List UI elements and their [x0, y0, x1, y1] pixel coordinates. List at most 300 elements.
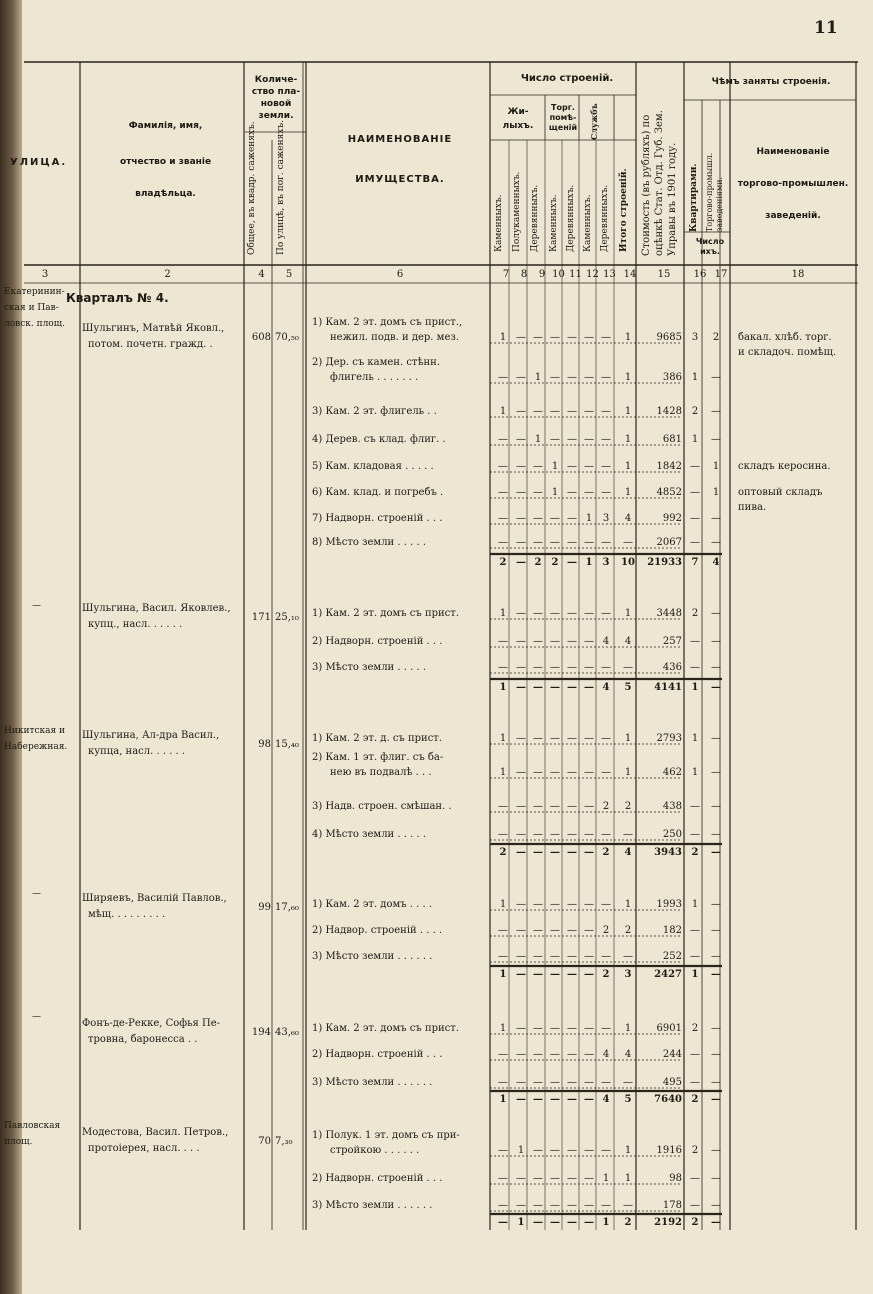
cell-c16: — — [690, 636, 700, 647]
cell-c9: — — [533, 1049, 543, 1060]
property-item: 3) Мѣсто земли . . . . . . — [312, 951, 433, 962]
cell-c11: — — [567, 969, 577, 980]
cell-c9: — — [533, 513, 543, 524]
cell-c14: 1 — [624, 406, 632, 417]
cell-c9: — — [533, 847, 543, 858]
cell-c8: — — [516, 461, 526, 472]
owner-title: купца, насл. . . . . . — [88, 746, 186, 757]
cell-c10: — — [550, 951, 560, 962]
cell-c12: — — [584, 682, 594, 693]
cell-c7: — — [498, 1217, 508, 1228]
colnum-3: 3 — [41, 269, 49, 280]
cell-c8: — — [516, 899, 526, 910]
cell-c7: 1 — [499, 1094, 507, 1105]
property-item: 1) Кам. 2 эт. д. съ прист. — [312, 733, 443, 744]
cell-c8: — — [516, 487, 526, 498]
value-l3: Управы въ 1901 году. — [667, 142, 678, 256]
cell-c9: — — [533, 332, 543, 343]
cell-c11: — — [567, 1049, 577, 1060]
cell-c13: — — [601, 434, 611, 445]
cell-c10: — — [550, 899, 560, 910]
cell-c8: — — [516, 662, 526, 673]
cell-c13: 3 — [602, 513, 610, 524]
cell-c7: 2 — [499, 557, 507, 568]
cell-c13: — — [601, 733, 611, 744]
cell-c16: — — [690, 801, 700, 812]
cell-c13: 4 — [602, 682, 610, 693]
cell-c10: — — [550, 969, 560, 980]
cell-c9: — — [533, 767, 543, 778]
cell-c11: — — [567, 767, 577, 778]
cell-c10: 1 — [551, 461, 559, 472]
header-occupied: Чѣмъ заняты строенія. — [711, 77, 831, 87]
cell-c17: — — [711, 951, 721, 962]
cell-c10: 2 — [551, 557, 559, 568]
owner-frontage: 17,₆₀ — [275, 902, 299, 913]
owner-street: — — [32, 1012, 41, 1022]
cell-c16: — — [690, 1049, 700, 1060]
cell-c14: — — [623, 537, 633, 548]
cell-c17: — — [711, 1145, 721, 1156]
header-land-2: ство пла- — [251, 87, 301, 97]
cell-value: 2427 — [654, 969, 682, 980]
cell-c13: — — [601, 899, 611, 910]
cell-value: 182 — [662, 925, 682, 936]
cell-c17: — — [711, 899, 721, 910]
cell-c12: — — [584, 767, 594, 778]
cell-c8: — — [516, 557, 526, 568]
cell-c11: — — [567, 733, 577, 744]
colnum-5: 5 — [285, 269, 293, 280]
cell-c17: — — [711, 1049, 721, 1060]
cell-c8: — — [516, 608, 526, 619]
cell-c14: 1 — [624, 372, 632, 383]
cell-c11: — — [567, 557, 577, 568]
header-trade-1: Торг. — [551, 103, 575, 112]
header-count-1: Число — [695, 237, 725, 246]
cell-c8: — — [516, 1023, 526, 1034]
cell-c12: — — [584, 332, 594, 343]
cell-c14: — — [623, 829, 633, 840]
cell-c7: — — [498, 513, 508, 524]
cell-c12: — — [584, 406, 594, 417]
cell-c13: 1 — [602, 1217, 610, 1228]
cell-c12: — — [584, 608, 594, 619]
cell-c8: 1 — [517, 1217, 525, 1228]
cell-c13: — — [601, 767, 611, 778]
cell-c11: — — [567, 951, 577, 962]
cell-c16: 2 — [691, 1217, 699, 1228]
cell-c11: — — [567, 332, 577, 343]
cell-c7: — — [498, 636, 508, 647]
header-street: УЛИЦА. — [10, 157, 68, 168]
cell-value: 462 — [662, 767, 682, 778]
cell-c13: — — [601, 461, 611, 472]
cell-c16: 3 — [691, 332, 699, 343]
cell-c14: 4 — [624, 636, 632, 647]
cell-c13: 3 — [602, 557, 610, 568]
cell-c8: — — [516, 801, 526, 812]
cell-c12: — — [584, 1077, 594, 1088]
cell-c12: — — [584, 1049, 594, 1060]
header-estab-3: заведеній. — [765, 211, 821, 221]
property-item: 3) Надв. строен. смѣшан. . — [312, 801, 452, 812]
header-property-1: НАИМЕНОВАНІЕ — [347, 134, 453, 145]
cell-c7: — — [498, 372, 508, 383]
owner-name: Модестова, Васил. Петров., — [82, 1127, 229, 1138]
establishment-name: бакал. хлѣб. торг. — [738, 332, 832, 343]
col11-label: Деревянныхъ. — [566, 184, 576, 252]
cell-c7: — — [498, 1200, 508, 1211]
owner-street: ловск. площ. — [4, 319, 65, 329]
cell-c7: — — [498, 1145, 508, 1156]
cell-c17: — — [711, 372, 721, 383]
colnum-18: 18 — [791, 269, 805, 280]
cell-c17: — — [711, 513, 721, 524]
colnum-9: 9 — [538, 269, 546, 280]
cell-c16: — — [690, 951, 700, 962]
owner-name: Шульгина, Ал-дра Васил., — [82, 730, 220, 741]
cell-c9: — — [533, 733, 543, 744]
cell-c7: 1 — [499, 899, 507, 910]
cell-c12: — — [584, 1217, 594, 1228]
property-item: 2) Надворн. строеній . . . — [312, 1049, 443, 1060]
cell-c10: — — [550, 434, 560, 445]
cell-c16: — — [690, 487, 700, 498]
cell-c17: — — [711, 969, 721, 980]
property-item: флигель . . . . . . . — [330, 372, 419, 383]
cell-value: 4141 — [654, 682, 682, 693]
property-item: 2) Надворн. строеній . . . — [312, 636, 443, 647]
owner-street: Павловская — [4, 1121, 61, 1131]
cell-c7: 1 — [499, 608, 507, 619]
cell-value: 2192 — [654, 1217, 682, 1228]
cell-c16: 2 — [691, 608, 699, 619]
cell-c17: 4 — [712, 557, 720, 568]
property-item: 2) Надвор. строеній . . . . — [312, 925, 443, 936]
colnum-6: 6 — [396, 269, 404, 280]
property-item: 4) Дерев. съ клад. флиг. . — [312, 434, 446, 445]
cell-c16: 7 — [691, 557, 699, 568]
col15-label — [640, 78, 680, 256]
cell-c8: — — [516, 682, 526, 693]
colnum-14: 14 — [623, 269, 637, 280]
cell-c17: — — [711, 406, 721, 417]
cell-c8: — — [516, 733, 526, 744]
cell-c16: 2 — [691, 1145, 699, 1156]
cell-c16: 1 — [691, 434, 699, 445]
cell-c8: — — [516, 1094, 526, 1105]
cell-c10: — — [550, 801, 560, 812]
cell-c8: — — [516, 925, 526, 936]
cell-c12: — — [584, 925, 594, 936]
cell-c11: — — [567, 461, 577, 472]
cell-c10: — — [550, 1145, 560, 1156]
header-property-2: ИМУЩЕСТВА. — [355, 174, 445, 185]
establishment-name: складъ керосина. — [738, 461, 831, 472]
cell-c13: 4 — [602, 636, 610, 647]
cell-c16: 1 — [691, 733, 699, 744]
cell-value: 3448 — [656, 608, 682, 619]
owner-street: Никитская и — [4, 726, 66, 736]
header-land-street — [276, 120, 286, 255]
owner-area: 171 — [251, 612, 271, 623]
cell-value: 178 — [662, 1200, 682, 1211]
cell-c10: — — [550, 1173, 560, 1184]
cell-c8: — — [516, 951, 526, 962]
cell-c8: — — [516, 537, 526, 548]
cell-c12: — — [584, 733, 594, 744]
cell-value: 9685 — [656, 332, 682, 343]
cell-c9: 2 — [534, 557, 542, 568]
cell-c17: — — [711, 1094, 721, 1105]
cell-c14: 1 — [624, 733, 632, 744]
cell-c7: — — [498, 829, 508, 840]
cell-c10: — — [550, 372, 560, 383]
property-item: 1) Кам. 2 эт. домъ съ прист. — [312, 1023, 459, 1034]
cell-value: 250 — [662, 829, 682, 840]
cell-c14: 4 — [624, 1049, 632, 1060]
cell-c9: — — [533, 1200, 543, 1211]
cell-c10: — — [550, 847, 560, 858]
property-item: 1) Полук. 1 эт. домъ съ при- — [312, 1130, 460, 1141]
property-item: 2) Надворн. строеній . . . — [312, 1173, 443, 1184]
cell-c11: — — [567, 662, 577, 673]
header-land-1: Количе- — [254, 75, 298, 85]
cell-c8: — — [516, 1173, 526, 1184]
col10-label: Каменныхъ. — [549, 194, 559, 252]
cell-c13: 1 — [602, 1173, 610, 1184]
cell-value: 2067 — [656, 537, 682, 548]
cell-c9: — — [533, 969, 543, 980]
cell-value: 1428 — [656, 406, 682, 417]
cell-c8: — — [516, 767, 526, 778]
cell-c8: — — [516, 1049, 526, 1060]
cell-value: 4852 — [656, 487, 682, 498]
owner-name: Шульгина, Васил. Яковлев., — [82, 603, 231, 614]
cell-c10: — — [550, 682, 560, 693]
cell-c17: — — [711, 925, 721, 936]
land-total-l1: Общее, въ квадр. — [247, 173, 257, 255]
property-item: 3) Мѣсто земли . . . . . . — [312, 1077, 433, 1088]
cell-c9: — — [533, 537, 543, 548]
cell-c14: 1 — [624, 332, 632, 343]
owner-frontage: 25,₁₀ — [275, 612, 299, 623]
cell-c9: — — [533, 1077, 543, 1088]
cell-value: 252 — [662, 951, 682, 962]
colnum-11: 11 — [569, 269, 582, 280]
cell-c13: — — [601, 1077, 611, 1088]
cell-c14: 4 — [624, 513, 632, 524]
header-owner-2: отчество и званіе — [119, 157, 212, 167]
cell-value: 6901 — [656, 1023, 682, 1034]
cell-c10: — — [550, 829, 560, 840]
cell-c12: — — [584, 434, 594, 445]
cell-c11: — — [567, 513, 577, 524]
cell-c12: — — [584, 1145, 594, 1156]
owner-street: Набережная. — [4, 742, 68, 752]
owner-frontage: 43,₆₀ — [275, 1027, 299, 1038]
cell-c13: — — [601, 1145, 611, 1156]
cell-c12: — — [584, 487, 594, 498]
cell-c17: 2 — [712, 332, 720, 343]
cell-c9: — — [533, 829, 543, 840]
cell-c16: — — [690, 829, 700, 840]
col9-label: Деревянныхъ. — [530, 184, 540, 252]
cell-c10: — — [550, 1217, 560, 1228]
header-count-2: ихъ. — [700, 247, 720, 256]
cell-c17: — — [711, 1023, 721, 1034]
cell-c12: — — [584, 801, 594, 812]
cell-value: 2793 — [656, 733, 682, 744]
cell-c8: — — [516, 1077, 526, 1088]
cell-value: 992 — [662, 513, 682, 524]
cell-c11: — — [567, 1200, 577, 1211]
cell-c11: — — [567, 925, 577, 936]
owner-name: Шульгинъ, Матвѣй Яковл., — [82, 323, 225, 334]
cell-c10: — — [550, 767, 560, 778]
cell-c16: — — [690, 461, 700, 472]
cell-c11: — — [567, 847, 577, 858]
cell-c14: 2 — [624, 801, 632, 812]
cell-value: 1842 — [656, 461, 682, 472]
owner-street: Екатеринин- — [4, 287, 65, 297]
header-living-2: лыхъ. — [502, 121, 534, 131]
cell-c13: — — [601, 487, 611, 498]
cell-c11: — — [567, 406, 577, 417]
header-living-1: Жи- — [507, 107, 529, 117]
cell-c17: 1 — [712, 487, 720, 498]
owner-title: протоіерея, насл. . . . — [88, 1143, 200, 1154]
colnum-15: 15 — [657, 269, 671, 280]
cell-value: 495 — [662, 1077, 682, 1088]
cell-c9: — — [533, 925, 543, 936]
land-street-l1: По улицѣ, въ пог. — [276, 172, 286, 255]
col16-label: Квартирами. — [689, 163, 699, 232]
cell-c17: — — [711, 636, 721, 647]
colnum-7: 7 — [502, 269, 510, 280]
cell-c16: 2 — [691, 1094, 699, 1105]
cell-c16: 1 — [691, 969, 699, 980]
page-number: 11 — [814, 18, 838, 38]
cell-c10: — — [550, 636, 560, 647]
cell-c12: 1 — [585, 513, 593, 524]
cell-c17: — — [711, 662, 721, 673]
cell-c10: — — [550, 513, 560, 524]
cell-c9: — — [533, 406, 543, 417]
cell-c13: 4 — [602, 1049, 610, 1060]
header-estab-1: Наименованіе — [756, 147, 830, 157]
cell-c17: — — [711, 1077, 721, 1088]
cell-c14: 1 — [624, 1145, 632, 1156]
header-trade-2: помѣ- — [549, 113, 577, 122]
cell-c14: 1 — [624, 487, 632, 498]
cell-c10: — — [550, 1023, 560, 1034]
cell-c9: — — [533, 461, 543, 472]
owner-frontage: 70,₅₀ — [275, 332, 299, 343]
cell-c17: — — [711, 1173, 721, 1184]
cell-c13: — — [601, 608, 611, 619]
cell-c13: — — [601, 537, 611, 548]
cell-c13: — — [601, 829, 611, 840]
cell-value: 257 — [662, 636, 682, 647]
cell-c8: — — [516, 829, 526, 840]
cell-c16: — — [690, 925, 700, 936]
cell-c13: — — [601, 1023, 611, 1034]
cell-c7: 1 — [499, 682, 507, 693]
owner-street: площ. — [4, 1137, 33, 1147]
cell-c17: — — [711, 829, 721, 840]
cell-c16: 2 — [691, 406, 699, 417]
establishment-name: оптовый складъ — [738, 487, 823, 498]
header-land-total — [247, 121, 257, 255]
cell-c17: — — [711, 767, 721, 778]
owner-name: Ширяевъ, Василій Павлов., — [82, 893, 227, 904]
cell-c11: — — [567, 682, 577, 693]
cell-c10: — — [550, 733, 560, 744]
cell-c16: 1 — [691, 682, 699, 693]
cell-c9: — — [533, 1173, 543, 1184]
property-item: нежил. подв. и дер. мез. — [330, 332, 459, 343]
cell-c14: 1 — [624, 461, 632, 472]
cell-c9: — — [533, 899, 543, 910]
trade-estab-l2: заведеніями. — [715, 176, 724, 232]
property-item: 1) Кам. 2 эт. домъ . . . . — [312, 899, 433, 910]
cell-c14: — — [623, 951, 633, 962]
header-owner-1: Фамилія, имя, — [128, 121, 203, 131]
colnum-4: 4 — [258, 269, 265, 280]
colnum-17: 17 — [714, 269, 728, 280]
cell-c8: — — [516, 406, 526, 417]
cell-c11: — — [567, 372, 577, 383]
cell-c10: — — [550, 662, 560, 673]
cell-c11: — — [567, 1145, 577, 1156]
cell-value: 1993 — [656, 899, 682, 910]
cell-c12: — — [584, 969, 594, 980]
owner-area: 194 — [251, 1027, 271, 1038]
cell-c14: 1 — [624, 767, 632, 778]
owner-title: тровна, баронесса . . — [88, 1034, 198, 1045]
cell-c7: — — [498, 1049, 508, 1060]
owner-frontage: 15,₄₀ — [275, 739, 299, 750]
col14-label: Итого строеній. — [619, 168, 629, 252]
cell-c14: — — [623, 1077, 633, 1088]
col12-label: Каменныхъ. — [583, 194, 593, 252]
cell-c14: 1 — [624, 899, 632, 910]
cell-c7: 1 — [499, 406, 507, 417]
cell-c8: — — [516, 372, 526, 383]
cell-c7: — — [498, 662, 508, 673]
cell-c11: — — [567, 1077, 577, 1088]
cell-c16: 1 — [691, 372, 699, 383]
cell-c11: — — [567, 1217, 577, 1228]
cell-c14: 5 — [624, 1094, 632, 1105]
cell-c13: — — [601, 406, 611, 417]
cell-c12: — — [584, 1173, 594, 1184]
property-item: 1) Кам. 2 эт. домъ съ прист., — [312, 317, 463, 328]
cell-c17: — — [711, 733, 721, 744]
cell-c10: 1 — [551, 487, 559, 498]
cell-c12: — — [584, 847, 594, 858]
owner-street: — — [32, 889, 41, 899]
value-l1: Стоимость (въ рубляхъ) по — [641, 114, 652, 256]
col7-label: Каменныхъ. — [494, 194, 504, 252]
property-item: 1) Кам. 2 эт. домъ съ прист. — [312, 608, 459, 619]
cell-c8: — — [516, 332, 526, 343]
colnum-10: 10 — [552, 269, 565, 280]
property-item: 3) Мѣсто земли . . . . . . — [312, 1200, 433, 1211]
cell-c10: — — [550, 608, 560, 619]
